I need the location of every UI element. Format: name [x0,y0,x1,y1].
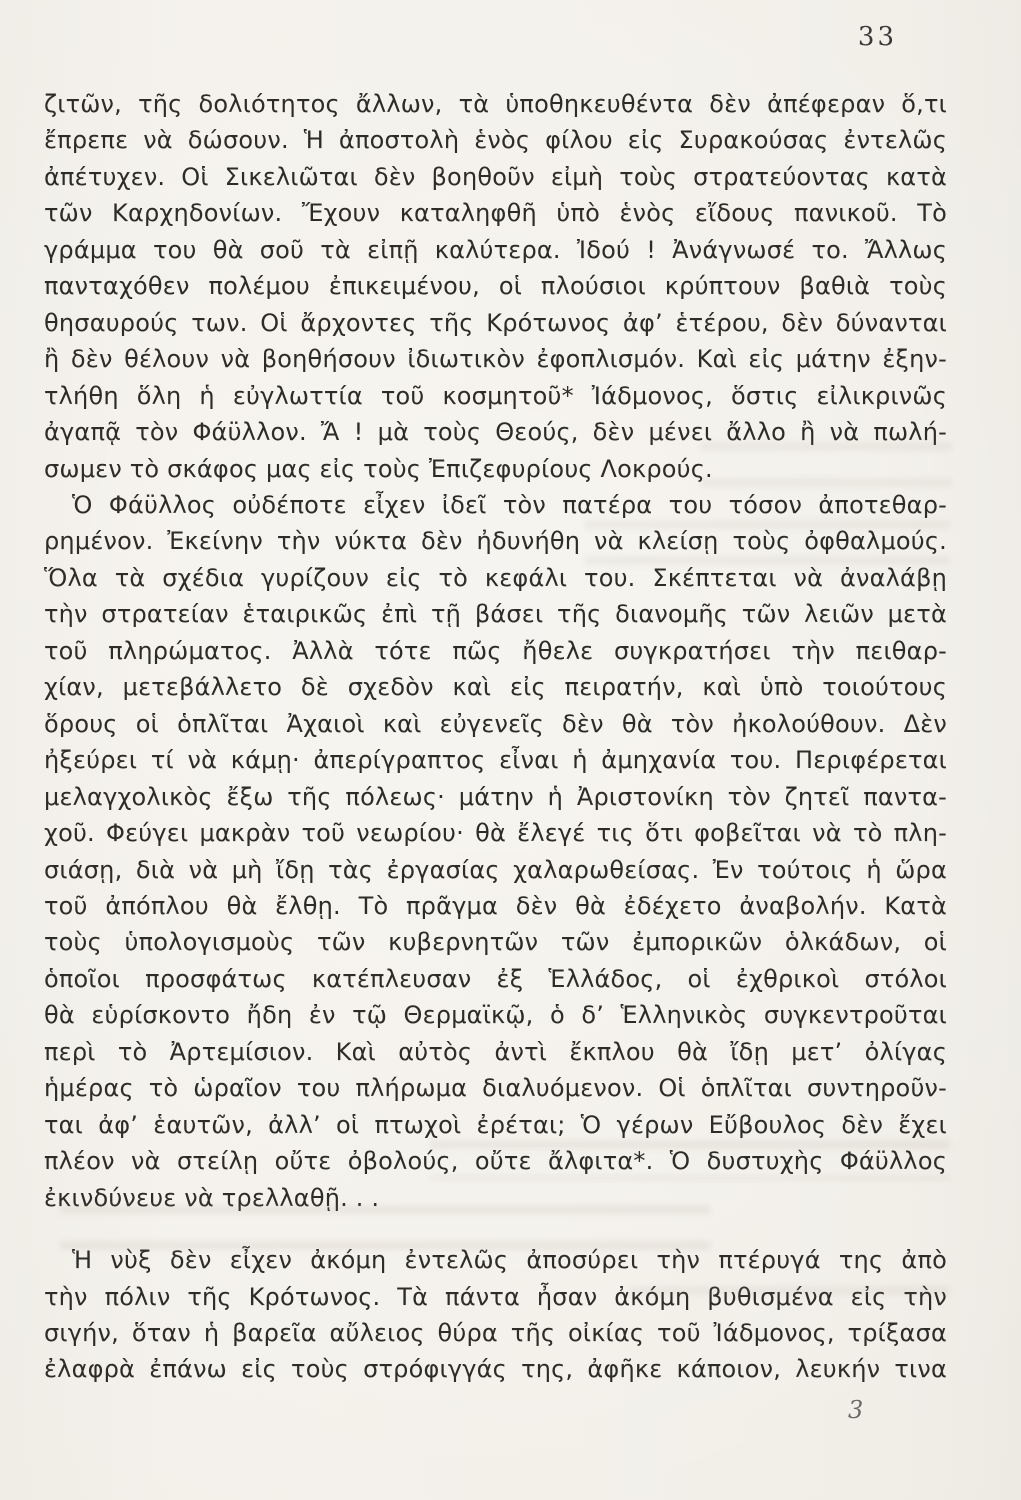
text-line: Ἡ νὺξ δὲν εἶχεν ἀκόμη ἐντελῶς ἀποσύρει τὴν πτέρυγά της ἀπὸ [72,1246,947,1275]
text-line: σιγήν, ὅταν ἡ βαρεῖα αὔλειος θύρα τῆς οἰκίας τοῦ Ἰάδμονος, τρίξασα [44,1318,947,1347]
text-line: ται ἀφ’ ἑαυτῶν, ἀλλ’ οἱ πτωχοὶ ἐρέται; Ὁ γέρων Εὔβουλος δὲν ἔχει [44,1110,947,1139]
paragraph [44,487,947,1216]
text-line: σωμεν τὸ σκάφος μας εἰς τοὺς Ἐπιζεφυρίους Λοκρούς. [44,454,713,483]
text-line: ἡμέρας τὸ ὡραῖον του πλήρωμα διαλυόμενον. Οἱ ὁπλῖται συντηροῦν- [44,1074,947,1103]
text-line: ὁποῖοι προσφάτως κατέπλευσαν ἐξ Ἑλλάδος, οἱ ἐχθρικοὶ στόλοι [44,964,947,993]
text-line: γράμμα του θὰ σοῦ τὰ εἰπῇ καλύτερα. Ἰδού ! Ἀνάγνωσέ το. Ἄλλως [44,235,947,264]
text-line: τὴν πόλιν τῆς Κρότωνος. Τὰ πάντα ἦσαν ἀκόμη βυθισμένα εἰς τὴν [44,1282,947,1311]
text-line: τοῦ πληρώματος. Ἀλλὰ τότε πῶς ἤθελε συγκρατήσει τὴν πειθαρ- [44,636,947,665]
paragraph [44,1242,947,1388]
text-line: τῶν Καρχηδονίων. Ἔχουν καταληφθῆ ὑπὸ ἑνὸς εἴδους πανικοῦ. Τὸ [44,199,947,228]
text-line: ζιτῶν, τῆς δολιότητος ἄλλων, τὰ ὑποθηκευθέντα δὲν ἀπέφεραν ὅ,τι [44,90,947,118]
text-line: σιάσῃ, διὰ νὰ μὴ ἴδῃ τὰς ἐργασίας χαλαρωθείσας. Ἐν τούτοις ἡ ὥρα [44,855,947,884]
text-line: Ὁ Φάϋλλος οὐδέποτε εἶχεν ἰδεῖ τὸν πατέρα του τόσον ἀποτεθαρ- [72,490,947,519]
text-line: ἐλαφρὰ ἐπάνω εἰς τοὺς στρόφιγγάς της, ἀφῆκε κάποιον, λευκήν τινα [44,1355,947,1384]
paragraph [44,86,947,487]
text-line: τλήθη ὅλη ἡ εὐγλωττία τοῦ κοσμητοῦ* Ἰάδμονος, ὅστις εἰλικρινῶς [44,381,947,410]
text-line: θησαυρούς των. Οἱ ἄρχοντες τῆς Κρότωνος ἀφ’ ἑτέρου, δὲν δύνανται [44,308,947,337]
text-line: τοῦ ἀπόπλου θὰ ἔλθῃ. Τὸ πρᾶγμα δὲν θὰ ἐδέχετο ἀναβολήν. Κατὰ [44,891,947,920]
text-line: ὅρους οἱ ὁπλῖται Ἀχαιοὶ καὶ εὐγενεῖς δὲν θὰ τὸν ἠκολούθουν. Δὲν [44,709,947,738]
page-number: 33 [857,22,897,52]
text-line: Ὅλα τὰ σχέδια γυρίζουν εἰς τὸ κεφάλι του. Σκέπτεται νὰ ἀναλάβῃ [44,563,947,592]
text-block [44,86,947,1388]
text-line: ρημένον. Ἐκείνην τὴν νύκτα δὲν ἠδυνήθη νὰ κλείσῃ τοὺς ὀφθαλμούς. [44,527,947,556]
text-line: μελαγχολικὸς ἔξω τῆς πόλεως· μάτην ἡ Ἀριστονίκη τὸν ζητεῖ παντα- [44,782,947,811]
signature-mark: 3 [848,1396,864,1424]
text-line: θὰ εὑρίσκοντο ἤδη ἐν τῷ Θερμαϊκῷ, ὁ δ’ Ἑλληνικὸς συγκεντροῦται [44,1001,947,1030]
text-line: τοὺς ὑπολογισμοὺς τῶν κυβερνητῶν τῶν ἐμπορικῶν ὁλκάδων, οἱ [44,928,947,957]
text-line: ἢ δὲν θέλουν νὰ βοηθήσουν ἰδιωτικὸν ἐφοπλισμόν. Καὶ εἰς μάτην ἐξην- [44,345,947,374]
text-line: ἠξεύρει τί νὰ κάμῃ· ἀπερίγραπτος εἶναι ἡ ἀμηχανία του. Περιφέρεται [44,746,947,775]
text-line: πλέον νὰ στείλῃ οὔτε ὀβολούς, οὔτε ἄλφιτα*. Ὁ δυστυχὴς Φάϋλλος [44,1147,947,1176]
text-line: χίαν, μετεβάλλετο δὲ σχεδὸν καὶ εἰς πειρατήν, καὶ ὑπὸ τοιούτους [44,673,947,702]
text-line: περὶ τὸ Ἀρτεμίσιον. Καὶ αὐτὸς ἀντὶ ἔκπλου θὰ ἴδῃ μετ’ ὀλίγας [44,1037,947,1066]
text-line: ἔπρεπε νὰ δώσουν. Ἡ ἀποστολὴ ἑνὸς φίλου εἰς Συρακούσας ἐντελῶς [44,126,947,155]
text-line: ἐκινδύνευε νὰ τρελλαθῇ. . . [44,1183,380,1212]
text-line: τὴν στρατείαν ἑταιρικῶς ἐπὶ τῇ βάσει τῆς διανομῆς τῶν λειῶν μετὰ [44,600,947,629]
text-line: χοῦ. Φεύγει μακρὰν τοῦ νεωρίου· θὰ ἔλεγέ τις ὅτι φοβεῖται νὰ τὸ πλη- [44,819,947,848]
text-line: ἀπέτυχεν. Οἱ Σικελιῶται δὲν βοηθοῦν εἰμὴ τοὺς στρατεύοντας κατὰ [44,162,947,191]
text-line: πανταχόθεν πολέμου ἐπικειμένου, οἱ πλούσιοι κρύπτουν βαθιὰ τοὺς [44,272,947,301]
text-line: ἀγαπᾷ τὸν Φάϋλλον. Ἄ ! μὰ τοὺς Θεούς, δὲν μένει ἄλλο ἢ νὰ πωλή- [44,418,947,447]
